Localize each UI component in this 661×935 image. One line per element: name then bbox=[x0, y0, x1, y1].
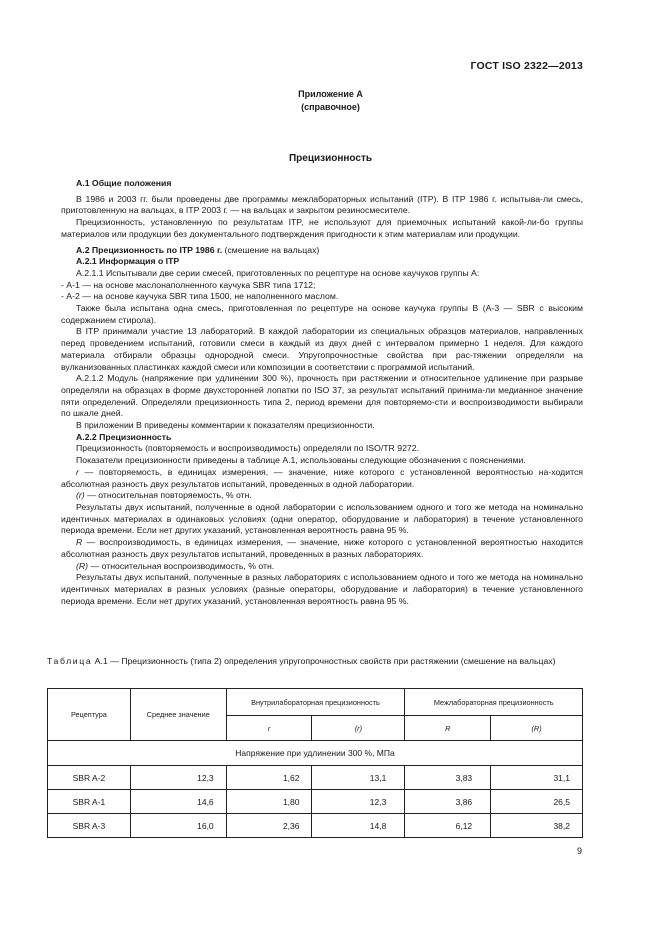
r-definition bbox=[61, 467, 583, 490]
cell-mean: 12,3 bbox=[130, 766, 226, 790]
a211-list-item-1: - А-1 — на основе маслонаполненного каучука SBR типа 1712; bbox=[61, 279, 316, 290]
body-text bbox=[61, 178, 583, 607]
annex-title: Приложение А bbox=[298, 89, 363, 99]
cell-rr: 12,3 bbox=[312, 790, 405, 814]
cell-recipe: SBR A-3 bbox=[48, 814, 131, 838]
rr-symbol: (r) bbox=[76, 490, 85, 501]
R-definition bbox=[61, 537, 583, 560]
a211-list-item-2: - А-2 — на основе каучука SBR типа 1500, не наполненного маслом. bbox=[61, 291, 339, 302]
table-group-row bbox=[48, 741, 583, 766]
page-number: 9 bbox=[576, 846, 582, 856]
header-RR: (R) bbox=[491, 716, 583, 741]
RR-symbol: (R) bbox=[76, 560, 89, 571]
precision-table bbox=[47, 688, 583, 838]
a2-title bbox=[61, 245, 583, 257]
table-caption-label: Таблица bbox=[47, 656, 93, 666]
table-caption-text: А.1 — Прецизионность (типа 2) определения упругопрочностных свойств при растяжении (смешение на вальцах) bbox=[92, 656, 556, 666]
a2-title-bold: А.2 Прецизионность по ITP 1986 г. bbox=[76, 244, 223, 255]
table-row bbox=[48, 766, 583, 790]
rr-definition bbox=[61, 490, 583, 502]
group-label: Напряжение при удлинении 300 %, МПа bbox=[48, 741, 583, 766]
header-recipe: Рецептура bbox=[48, 689, 131, 741]
table-row bbox=[48, 790, 583, 814]
cell-r: 1,62 bbox=[226, 766, 312, 790]
section-heading: Прецизионность bbox=[288, 153, 373, 164]
cell-R: 6,12 bbox=[405, 814, 491, 838]
a22-paragraph-1: Прецизионность (повторяемость и воспроизводимость) определяли по ISO/TR 9272. bbox=[76, 443, 419, 454]
rr-definition-text: — относительная повторяемость, % отн. bbox=[84, 490, 252, 501]
R-results: Результаты двух испытаний, полученные в разных лабораториях с использованием одного и того же метода на номинально идентичных материалах в разных условиях (разные операторы, оборудование и лаборатория) в течение установленного периода времени. Если нет других указаний, установленная вероятность равна 95 %. bbox=[61, 572, 583, 606]
standard-code: ГОСТ ISO 2322—2013 bbox=[470, 60, 583, 72]
a2-title-rest: (смешение на вальцах) bbox=[222, 244, 320, 255]
r-symbol: r bbox=[76, 466, 79, 477]
a211-paragraph-3: В ITP принимали участие 13 лабораторий. В каждой лаборатории из специальных образцов материалов, направленных перед проведением испытаний, готовили смеси в каждый из двух дней с интервалом примерно 1 неделя. Для каждого материала отбирали образцы однородной смеси. Упругопрочностные свойства при рас-тяжении определяли на вулканизованных пластинках каждой смеси или композиции в соответствии с программой испытаний. bbox=[61, 326, 583, 372]
table-header-row-1 bbox=[48, 689, 583, 716]
RR-definition bbox=[61, 561, 583, 573]
a212-paragraph: А.2.1.2 Модуль (напряжение при удлинении 300 %), прочность при растяжении и относительное удлинение при разрыве определяли на образцах в форме двухсторонней лопатки по ISO 37, за результат испытаний принима-ли медианное значение пяти определений. Определяли прецизионность типа 2, период времени для повторяемо-сти и воспроизводимости выбирали по шкале дней. bbox=[61, 373, 583, 419]
table-caption bbox=[47, 656, 583, 668]
RR-definition-text: — относительная воспроизводимость, % отн. bbox=[88, 560, 275, 571]
cell-mean: 14,6 bbox=[130, 790, 226, 814]
R-symbol: R bbox=[76, 537, 83, 548]
a21-title: А.2.1 Информация о ITP bbox=[76, 256, 180, 267]
header-r: r bbox=[226, 716, 312, 741]
a211-paragraph-2: Также была испытана одна смесь, приготовленная по рецептуре на основе каучука группы В (А-3 — SBR с высоким содержанием стирола). bbox=[61, 303, 583, 325]
cell-RR: 38,2 bbox=[491, 814, 583, 838]
cell-RR: 26,5 bbox=[491, 790, 583, 814]
header-within-lab: Внутрилабораторная прецизионность bbox=[226, 689, 405, 716]
header-R: R bbox=[405, 716, 491, 741]
cell-mean: 16,0 bbox=[130, 814, 226, 838]
cell-RR: 31,1 bbox=[491, 766, 583, 790]
a212-paragraph-2: В приложении В приведены комментарии к показателям прецизионности. bbox=[76, 420, 375, 431]
header-between-lab: Межлабораторная прецизионность bbox=[405, 689, 583, 716]
r-definition-text: — повторяемость, в единицах измерения, — значение, ниже которого с установленной вероятностью на-ходится абсолютная разность двух результатов испытаний, проведенных в одной лаборатории. bbox=[61, 466, 583, 489]
a1-paragraph-1: В 1986 и 2003 гг. были проведены две программы межлабораторных испытаний (ITP). В ITP 1986 г. испытыва-ли смесь, приготовленную на вальцах, в ITP 2003 г. — на вальцах и закрытом резиносмесителе. bbox=[61, 193, 583, 216]
a22-paragraph-2: Показатели прецизионности приведены в таблице А.1, использованы следующие обозначения с пояснениями. bbox=[76, 455, 526, 466]
cell-R: 3,83 bbox=[405, 766, 491, 790]
cell-R: 3,86 bbox=[405, 790, 491, 814]
a211-paragraph: А.2.1.1 Испытывали две серии смесей, приготовленных по рецептуре на основе каучуков группы А: bbox=[76, 267, 480, 278]
cell-r: 2,36 bbox=[226, 814, 312, 838]
annex-subtitle: (справочное) bbox=[301, 102, 360, 112]
cell-recipe: SBR A-1 bbox=[48, 790, 131, 814]
cell-recipe: SBR A-2 bbox=[48, 766, 131, 790]
a1-title: А.1 Общие положения bbox=[76, 178, 172, 188]
cell-r: 1,80 bbox=[226, 790, 312, 814]
R-definition-text: — воспроизводимость, в единицах измерения, — значение, ниже которого с установленной вероятностью находится абсолютная разность двух результатов испытаний, проведенных в разных лабораториях. bbox=[61, 537, 583, 559]
a22-title: А.2.2 Прецизионность bbox=[76, 431, 172, 442]
table-row bbox=[48, 814, 583, 838]
header-rr: (r) bbox=[312, 716, 405, 741]
cell-rr: 13,1 bbox=[312, 766, 405, 790]
cell-rr: 14,8 bbox=[312, 814, 405, 838]
a1-paragraph-2: Прецизионность, установленную по результатам ITP, не используют для приемочных испытаний какой-ли-бо группы материалов или продукции без документального подтверждения пригодности к этим материалам или продукции. bbox=[61, 217, 583, 239]
r-results: Результаты двух испытаний, полученные в одной лаборатории с использованием одного и того же метода на номинально идентичных материалах в одинаковых условиях (одни оператор, оборудование и лаборатория) в течение установленного периода времени. Если нет других указаний, установленная вероятность равна 95 %. bbox=[61, 501, 583, 536]
header-mean: Среднее значение bbox=[130, 689, 226, 741]
